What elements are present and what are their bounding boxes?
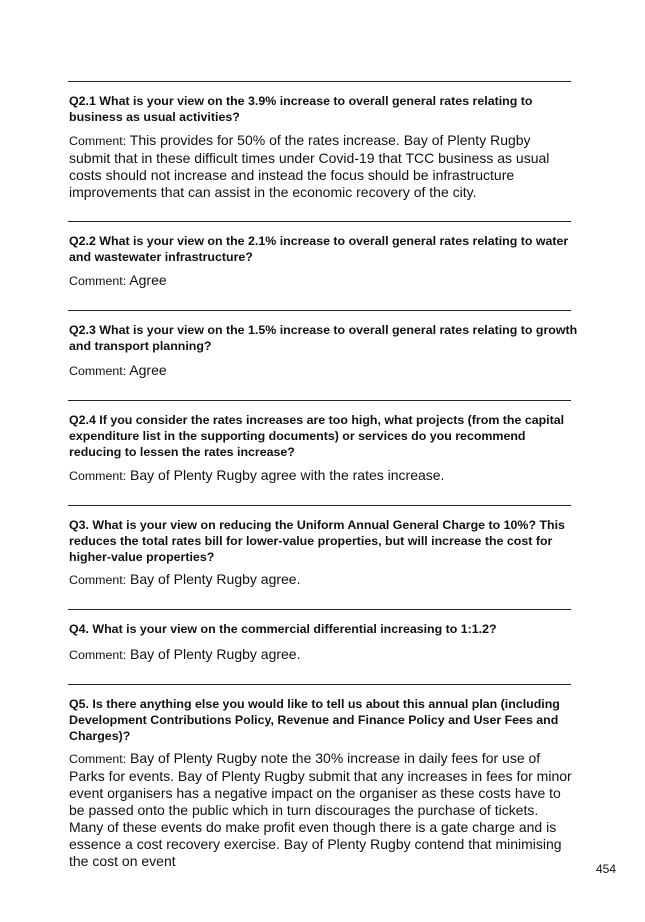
comment-q2-3	[69, 362, 574, 380]
comment-label: Comment:	[69, 469, 127, 483]
comment-label: Comment:	[69, 274, 127, 288]
question-q2-4: Q2.4 If you consider the rates increases are too high, what projects (from the capital expenditure list in the supporting documents) or services do you recommend reducing to lessen the rates increase?	[69, 413, 565, 459]
question-q4: Q4. What is your view on the commercial differential increasing to 1:1.2?	[69, 622, 497, 636]
comment-label: Comment:	[69, 573, 127, 587]
question-q2-1: Q2.1 What is your view on the 3.9% increase to overall general rates relating to business as usual activities?	[69, 94, 533, 124]
page-number: 454	[596, 862, 617, 876]
comment-label: Comment:	[69, 648, 127, 662]
comment-label: Comment:	[69, 134, 127, 148]
comment-q5	[69, 750, 574, 870]
comment-q2-4	[69, 467, 574, 485]
section-divider	[68, 400, 571, 401]
section-divider	[68, 221, 571, 222]
comment-text: Agree	[129, 362, 167, 378]
comment-q4	[69, 646, 574, 664]
question-q3: Q3. What is your view on reducing the Uniform Annual General Charge to 10%? This reduces the total rates bill for lower-value properties, but will increase the cost for higher-value properties?	[69, 518, 565, 564]
comment-text: This provides for 50% of the rates increase. Bay of Plenty Rugby submit that in these difficult times under Covid-19 that TCC business as usual costs should not increase and instead the focus should be infrastructure improvements that can assist in the economic recovery of the city.	[69, 132, 550, 200]
comment-text: Bay of Plenty Rugby agree with the rates increase.	[130, 467, 445, 483]
comment-text: Bay of Plenty Rugby agree.	[130, 646, 301, 662]
comment-label: Comment:	[69, 752, 127, 766]
section-divider	[68, 505, 571, 506]
section-divider	[68, 81, 571, 82]
comment-label: Comment:	[69, 364, 127, 378]
section-divider	[68, 609, 571, 610]
question-q2-3: Q2.3 What is your view on the 1.5% increase to overall general rates relating to growth and transport planning?	[69, 323, 578, 353]
section-divider	[68, 310, 571, 311]
comment-text: Agree	[129, 272, 167, 288]
question-q2-2: Q2.2 What is your view on the 2.1% increase to overall general rates relating to water and wastewater infrastructure?	[69, 234, 569, 264]
section-divider	[68, 684, 571, 685]
comment-text: Bay of Plenty Rugby note the 30% increase in daily fees for use of Parks for events. Bay of Plenty Rugby submit that any increases in fees for minor event organisers has a negative impact on the organiser as these costs have to be passed onto the public which in turn discourages the purchase of tickets. Many of these events do make profit even though there is a gate charge and is essence a cost recovery exercise. Bay of Plenty Rugby contend that minimising the cost on event	[69, 750, 572, 869]
comment-q3	[69, 571, 574, 589]
comment-q2-2	[69, 272, 574, 290]
comment-text: Bay of Plenty Rugby agree.	[130, 571, 301, 587]
question-q5: Q5. Is there anything else you would like to tell us about this annual plan (including Development Contributions Policy, Revenue and Finance Policy and User Fees and Charges)?	[69, 697, 560, 743]
comment-q2-1	[69, 132, 574, 201]
